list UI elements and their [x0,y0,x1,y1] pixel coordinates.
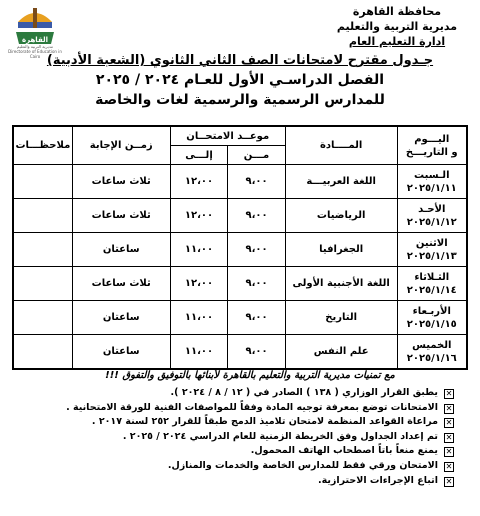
to-cell: ١٢،٠٠ [170,267,228,301]
note-text: تم إعداد الجداول وفق الخريطة الزمنية للعام الدراسي ٢٠٢٤ / ٢٠٢٥ . [122,430,438,442]
subject-cell: الجغرافيا [285,233,397,267]
from-cell: ٩،٠٠ [228,165,286,199]
duration-cell: ساعتان [72,233,170,267]
directorate-line: مديرية التربية والتعليم [336,20,458,33]
header-exam-time: موعــد الامتحــان [170,126,285,146]
title-line-2: الفصل الدراسـي الأول للعـام ٢٠٢٤ / ٢٠٢٥ [95,72,385,88]
note-item [14,386,454,401]
header-subject: المــــادة [285,126,397,165]
notes-cell [13,233,72,267]
day-date: ٢٠٢٥/١/١٦ [406,352,457,364]
to-cell: ١١،٠٠ [170,233,228,267]
checkbox-icon: ✕ [445,432,453,442]
from-cell: ٩،٠٠ [228,335,286,370]
day-cell [397,233,467,267]
notes-cell [13,267,72,301]
day-name: الأربـعاء [412,305,451,317]
duration-cell: ثلاث ساعات [72,199,170,233]
day-cell [397,335,467,370]
duration-cell: ساعتان [72,301,170,335]
note-text: الامتحان ورقي فقط للمدارس الخاصة والخدمات والمنازل. [167,459,438,471]
logo-caption-ar: مديرية التربية والتعليم [16,44,54,49]
to-cell: ١٢،٠٠ [170,199,228,233]
note-text: يمنع منعاً باتاً اصطحاب الهاتف المحمول. [250,445,438,457]
logo-text: القاهرة [21,36,49,44]
table-row [13,267,467,301]
note-text: اتباع الإجراءات الاحترازية. [317,474,438,486]
duration-cell: ثلاث ساعات [72,165,170,199]
subject-cell: الرياضيات [285,199,397,233]
checkbox-icon: ✕ [445,403,453,413]
duration-cell: ساعتان [72,335,170,370]
header-to: إلـــى [170,146,228,165]
checkbox-icon: ✕ [445,418,453,428]
header-notes: ملاحظـــات [13,126,72,165]
day-date: ٢٠٢٥/١/١٢ [406,216,457,228]
checkbox-icon: ✕ [445,447,453,457]
day-cell [397,267,467,301]
note-item [14,474,454,489]
day-date: ٢٠٢٥/١/١١ [406,182,457,194]
subject-cell: اللغة الأجنبية الأولى [285,267,397,301]
from-cell: ٩،٠٠ [228,267,286,301]
notes-cell [13,301,72,335]
notes-cell [13,335,72,370]
notes-list [14,386,454,488]
day-name: الـسبت [414,169,450,181]
document-titles [20,52,460,110]
table-row [13,233,467,267]
note-item [14,430,454,445]
document-header [322,4,472,49]
header-from: مـــن [228,146,286,165]
duration-cell: ثلاث ساعات [72,267,170,301]
department-line: ادارة التعليم العام [348,35,446,48]
table-row [13,165,467,199]
to-cell: ١١،٠٠ [170,335,228,370]
note-item [14,415,454,430]
title-line-1: جـدول مقترح لامتحانات الصف الثاني الثانوي (الشعبة الأدبية) [46,53,434,68]
day-name: الأحـد [418,203,446,215]
from-cell: ٩،٠٠ [228,301,286,335]
header-day: اليـــوم [414,133,450,145]
subject-cell: اللغة العربيـــة [285,165,397,199]
table-row [13,335,467,370]
wishes-line: مع تمنيات مديرية التربية والتعليم بالقاهرة لأبنائها بالتوفيق والتفوق !!! [105,370,395,381]
notes-cell [13,199,72,233]
note-item [14,444,454,459]
day-cell [397,165,467,199]
to-cell: ١٢،٠٠ [170,165,228,199]
day-date: ٢٠٢٥/١/١٤ [406,284,457,296]
day-cell [397,301,467,335]
note-text: يطبق القرار الوزاري ( ١٣٨ ) الصادر في ( ١٢ / ٨ / ٢٠٢٤ ). [170,387,438,398]
from-cell: ٩،٠٠ [228,199,286,233]
table-header-row [13,126,467,146]
day-date: ٢٠٢٥/١/١٥ [406,318,457,330]
notes-cell [13,165,72,199]
table-row [13,301,467,335]
table-row [13,199,467,233]
header-date: و التاريـــخ [405,146,458,158]
to-cell: ١١،٠٠ [170,301,228,335]
day-cell [397,199,467,233]
subject-cell: التاريخ [285,301,397,335]
subject-cell: علم النفس [285,335,397,370]
day-name: الثـلاثاء [414,271,450,283]
day-name: الخميس [412,339,452,351]
title-line-3: للمدارس الرسمية والرسمية لغات والخاصة [95,92,385,108]
note-item [14,459,454,474]
header-day-date [397,126,467,165]
checkbox-icon: ✕ [445,461,453,471]
header-duration: زمــن الإجابة [72,126,170,165]
checkbox-icon: ✕ [445,476,453,486]
note-item [14,401,454,416]
note-text: الامتحانات توضع بمعرفة توجيه المادة وفقاً للمواصفات الفنية للورقة الامتحانية . [66,401,438,413]
logo-caption-en: Directorate of Education in Cairo [8,49,62,59]
day-date: ٢٠٢٥/١/١٣ [406,250,457,262]
from-cell: ٩،٠٠ [228,233,286,267]
governorate-line: محافظة القاهرة [352,5,442,18]
day-name: الاثنين [415,237,448,249]
exam-schedule-table [12,125,468,370]
note-text: مراعاة القواعد المنظمة لامتحان تلاميذ الدمج طبقاً للقرار ٢٥٢ لسنة ٢٠١٧ . [91,416,438,428]
checkbox-icon: ✕ [445,389,453,398]
